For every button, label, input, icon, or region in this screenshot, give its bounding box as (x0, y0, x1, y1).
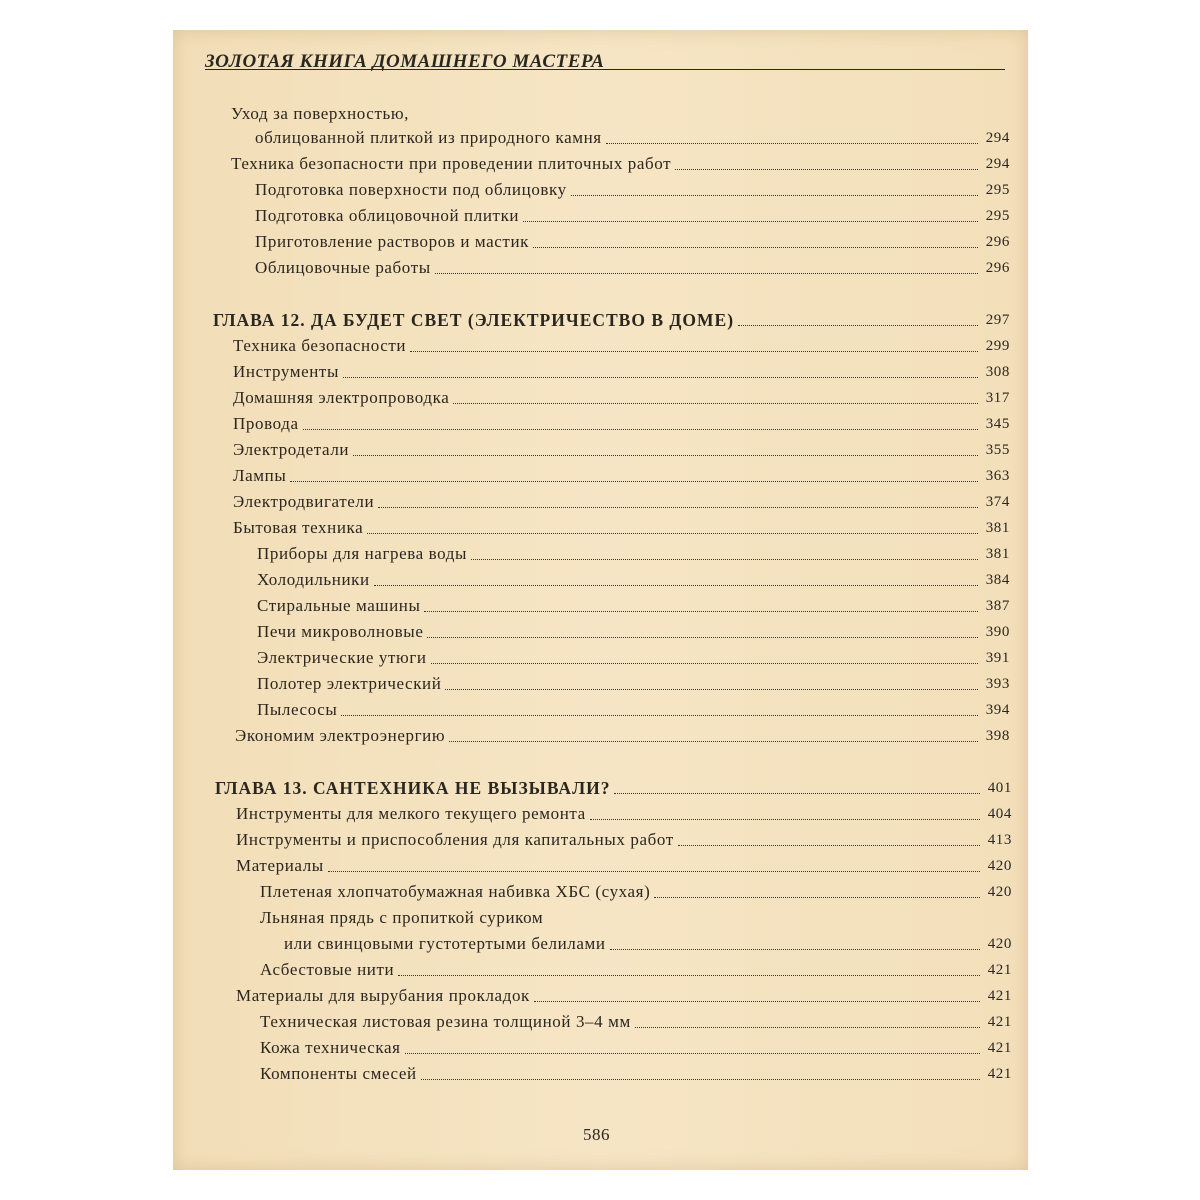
leader-dots (610, 948, 980, 950)
toc-entry-title: Материалы (236, 856, 324, 875)
toc-entry-title: Кожа техническая (260, 1038, 401, 1057)
leader-dots (606, 142, 978, 144)
leader-dots (367, 532, 978, 534)
leader-dots (431, 662, 978, 664)
toc-page-number: 294 (985, 156, 1010, 172)
leader-dots (571, 194, 978, 196)
toc-chapter-13 (215, 778, 1012, 798)
toc-entry-title: Электродвигатели (233, 492, 375, 511)
leader-dots (678, 844, 980, 846)
toc-page-number: 413 (987, 832, 1012, 848)
toc-entry-title: Лампы (233, 466, 287, 485)
toc-subentry (255, 180, 1010, 200)
toc-entry (233, 518, 1010, 538)
toc-entry (236, 804, 1012, 824)
toc-page-number: 404 (987, 806, 1012, 822)
leader-dots (471, 558, 978, 560)
leader-dots (635, 1026, 980, 1028)
toc-entry-title: Электродетали (233, 440, 350, 459)
toc-page-number: 393 (985, 676, 1010, 692)
leader-dots (353, 454, 978, 456)
toc-page-number: 421 (987, 988, 1012, 1004)
toc-subentry (260, 1064, 1012, 1084)
toc-entry (233, 388, 1010, 408)
toc-subentry (257, 674, 1010, 694)
toc-page-number: 420 (987, 858, 1012, 874)
toc-subentry (260, 1038, 1012, 1058)
toc-subentry (260, 960, 1012, 980)
toc-entry-title: Подготовка облицовочной плитки (255, 206, 520, 225)
toc-entry-title: Подготовка поверхности под облицовку (255, 180, 567, 199)
toc-entry (233, 336, 1010, 356)
leader-dots (675, 168, 978, 170)
toc-subentry (255, 206, 1010, 226)
toc-entry-title: Полотер электрический (257, 674, 442, 693)
toc-page-number: 394 (985, 702, 1010, 718)
toc-entry (231, 154, 1010, 174)
leader-dots (453, 402, 978, 404)
toc-page-number: 390 (985, 624, 1010, 640)
toc-subentry (255, 232, 1010, 252)
leader-dots (523, 220, 978, 222)
chapter-title: ГЛАВА 13. САНТЕХНИКА НЕ ВЫЗЫВАЛИ? (215, 778, 611, 798)
toc-entry (233, 414, 1010, 434)
toc-page-number: 295 (985, 208, 1010, 224)
toc-entry-title-line1: Льняная прядь с пропиткой суриком (260, 908, 544, 927)
toc-subentry (257, 648, 1010, 668)
toc-subentry (260, 882, 1012, 902)
toc-page-number: 345 (985, 416, 1010, 432)
toc-page-number: 296 (985, 260, 1010, 276)
toc-entry-title: Электрические утюги (257, 648, 427, 667)
header-rule (205, 69, 1005, 70)
leader-dots (328, 870, 980, 872)
toc-entry (236, 986, 1012, 1006)
leader-dots (435, 272, 978, 274)
toc-entry-title: Техника безопасности (233, 336, 407, 355)
toc-page-number: 294 (985, 130, 1010, 146)
toc-entry-title-line1: Уход за поверхностью, (231, 104, 409, 123)
toc-entry (233, 466, 1010, 486)
toc-page-number: 421 (987, 1014, 1012, 1030)
toc-page-number: 384 (985, 572, 1010, 588)
leader-dots (290, 480, 978, 482)
leader-dots (398, 974, 980, 976)
toc-entry-title: Холодильники (257, 570, 370, 589)
leader-dots (341, 714, 978, 716)
running-header: ЗОЛОТАЯ КНИГА ДОМАШНЕГО МАСТЕРА (205, 51, 605, 72)
toc-page-number: 296 (985, 234, 1010, 250)
page-number: 586 (583, 1125, 610, 1144)
leader-dots (534, 1000, 980, 1002)
toc-page-number: 381 (985, 520, 1010, 536)
toc-entry (255, 128, 1010, 148)
toc-page-number: 387 (985, 598, 1010, 614)
leader-dots (421, 1078, 980, 1080)
toc-subentry (257, 570, 1010, 590)
leader-dots (405, 1052, 980, 1054)
toc-entry-title: облицованной плиткой из природного камня (255, 128, 602, 147)
leader-dots (654, 896, 980, 898)
leader-dots (449, 740, 978, 742)
leader-dots (343, 376, 978, 378)
toc-entry-title: Облицовочные работы (255, 258, 431, 277)
toc-page-number: 317 (985, 390, 1010, 406)
toc-entry-title: Асбестовые нити (260, 960, 395, 979)
toc-entry-title: Бытовая техника (233, 518, 364, 537)
leader-dots (590, 818, 980, 820)
toc-page-number: 374 (985, 494, 1010, 510)
toc-page-number: 299 (985, 338, 1010, 354)
toc-subentry (257, 700, 1010, 720)
toc-page-number: 420 (987, 884, 1012, 900)
toc-page-number: 363 (985, 468, 1010, 484)
toc-subentry (257, 596, 1010, 616)
toc-page-number: 420 (987, 936, 1012, 952)
leader-dots (445, 688, 978, 690)
leader-dots (374, 584, 978, 586)
toc-entry-title: Домашняя электропроводка (233, 388, 450, 407)
toc-entry-title: Инструменты (233, 362, 339, 381)
leader-dots (378, 506, 978, 508)
toc-page-number: 401 (987, 780, 1012, 796)
toc-entry-title: Инструменты для мелкого текущего ремонта (236, 804, 586, 823)
toc-subentry (257, 622, 1010, 642)
toc-page-number: 398 (985, 728, 1010, 744)
toc-entry (233, 362, 1010, 382)
toc-entry-title: Материалы для вырубания прокладок (236, 986, 530, 1005)
toc-entry-title: Приготовление растворов и мастик (255, 232, 530, 251)
toc-page-number: 381 (985, 546, 1010, 562)
toc-page-number: 297 (985, 312, 1010, 328)
toc-page-number: 308 (985, 364, 1010, 380)
toc-subentry (255, 258, 1010, 278)
toc-page-number: 355 (985, 442, 1010, 458)
chapter-title: ГЛАВА 12. ДА БУДЕТ СВЕТ (ЭЛЕКТРИЧЕСТВО В ДОМЕ) (213, 310, 735, 330)
toc-entry-title: Пылесосы (257, 700, 338, 719)
toc-entry (233, 440, 1010, 460)
toc-page-number: 421 (987, 962, 1012, 978)
toc-entry-title: Экономим электроэнергию (235, 726, 446, 745)
toc-subentry (260, 1012, 1012, 1032)
leader-dots (427, 636, 978, 638)
toc-entry-title: Приборы для нагрева воды (257, 544, 468, 563)
toc-entry-title: Печи микроволновые (257, 622, 424, 641)
leader-dots (410, 350, 978, 352)
leader-dots (424, 610, 978, 612)
toc-entry (235, 726, 1010, 746)
leader-dots (533, 246, 978, 248)
toc-subentry (257, 544, 1010, 564)
toc-entry (236, 856, 1012, 876)
toc-page-number: 391 (985, 650, 1010, 666)
leader-dots (738, 324, 978, 326)
toc-subentry (284, 934, 1012, 954)
toc-page-number: 295 (985, 182, 1010, 198)
toc-entry (236, 830, 1012, 850)
toc-entry-title: Стиральные машины (257, 596, 421, 615)
toc-entry-title: Инструменты и приспособления для капитальных работ (236, 830, 674, 849)
toc-entry-title: Техника безопасности при проведении плиточных работ (231, 154, 672, 173)
toc-chapter-12 (213, 310, 1010, 330)
toc-entry-title: Техническая листовая резина толщиной 3–4 мм (260, 1012, 631, 1031)
leader-dots (303, 428, 978, 430)
toc-entry (233, 492, 1010, 512)
toc-entry-title: Компоненты смесей (260, 1064, 417, 1083)
toc-page-number: 421 (987, 1040, 1012, 1056)
leader-dots (614, 792, 980, 794)
toc-entry-title: Плетеная хлопчатобумажная набивка ХБС (сухая) (260, 882, 651, 901)
toc-entry-title: Провода (233, 414, 299, 433)
book-page (173, 30, 1028, 1170)
toc-page-number: 421 (987, 1066, 1012, 1082)
toc-entry-title: или свинцовыми густотертыми белилами (284, 934, 606, 953)
